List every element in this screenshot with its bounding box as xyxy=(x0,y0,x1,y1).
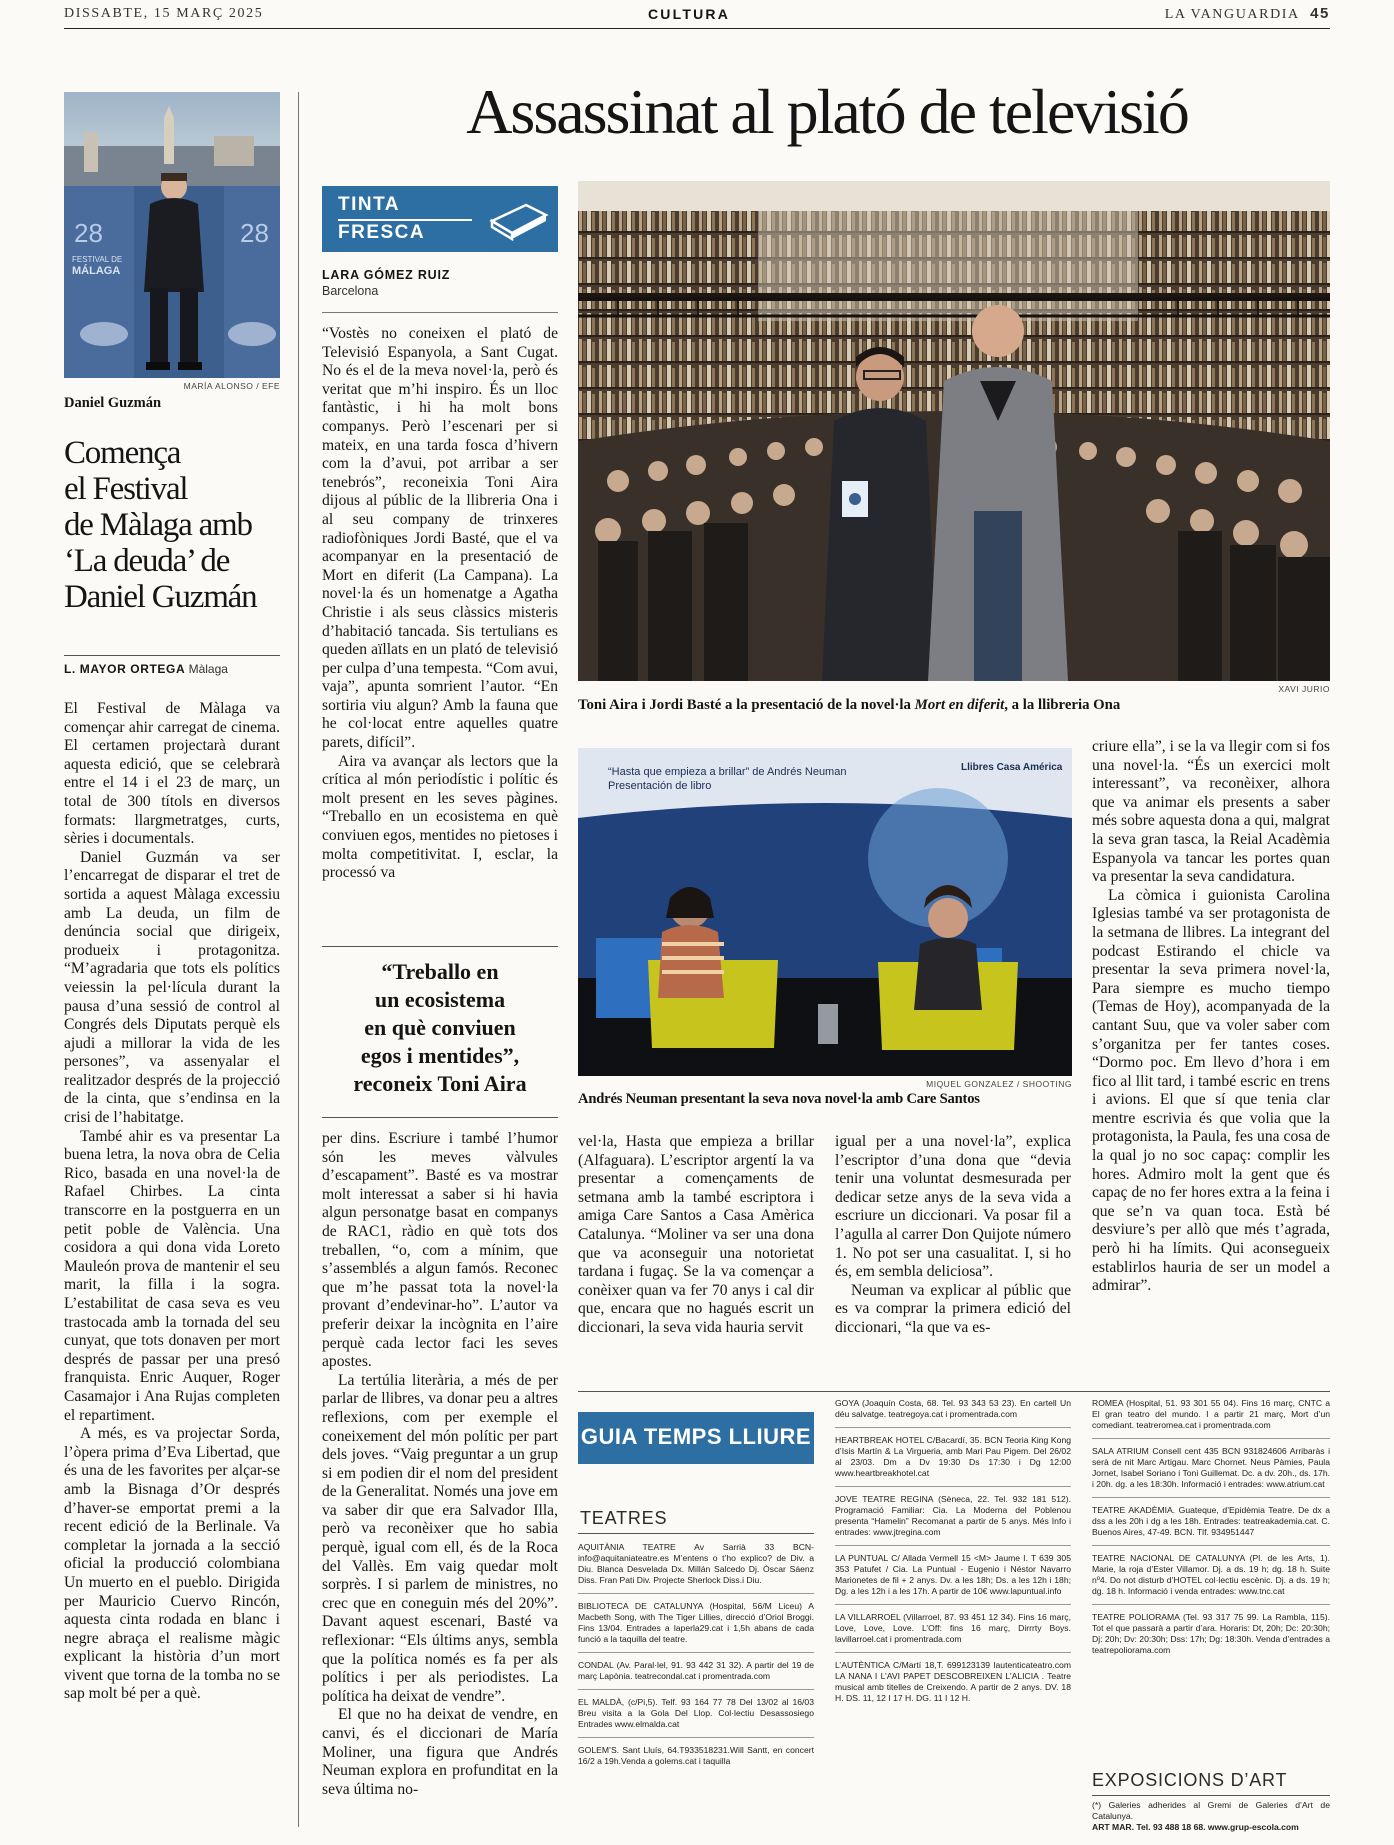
sidebar-paragraph: Daniel Guzmán va ser l’encarregat de disparar el tret de sortida a aquest Màlaga excessiu amb La deuda, un film de denúncia social que dirigeix, produeix i protagonitza. “M’agradaria que tots els polítics veiessin la pel·lícula durant la pausa d’una sessió de control al Congrés dels Diputats perquè els ajudi a millorar la vida de les persones”, va assenyalar el realitzador després de la projecció de la cinta, que s’endinsa en la crisi de l’habitatge. xyxy=(64,848,280,1127)
theatre-listing: TEATRE NACIONAL DE CATALUNYA (Pl. de les Arts, 1). Marie, la roja d’Ester Villamor. Dj. a ds. 19 h; dg. 18 h. Suite nº4. Do not disturb d’HOTEL col·lectiu escènic. Dj. a ds. 19 h; dg. 18 h. Informació i venda entrades: www.tnc.cat xyxy=(1092,1553,1330,1596)
publication-name xyxy=(1165,5,1330,23)
theatre-listing: GOYA (Joaquín Costa, 68. Tel. 93 343 53 23). En cartell Un déu salvatge. teatregoya.cat i promentrada.com xyxy=(835,1398,1071,1419)
theatre-listing: HEARTBREAK HOTEL C/Bacardí, 35. BCN Teoria King Kong d’Isis Martín & La Virgueria, amb Mari Pau Pigem. Del 26/02 al 23/03. Dm a Dv 19:30 Ds 17:30 i Dg 12:00 www.heartbreakhotel.cat xyxy=(835,1435,1071,1478)
svg-text:28: 28 xyxy=(240,218,269,248)
theatre-listing: SALA ATRIUM Consell cent 435 BCN 931824606 Arribaràs i serà de nit Marc Artigau. Marc Chornet. Neus Pàmies, Paula Jornet, Isabel Soriano i Toni Guillemat. Dc. a dv. 20h., ds. 17h. i 20h. dg. a les 18:30h. Informació i entrades: www.atrium.cat xyxy=(1092,1446,1330,1489)
photo1-caption xyxy=(578,697,1330,714)
screen-logo: Llibres Casa América xyxy=(961,762,1063,773)
main-paragraph: El que no ha deixat de vendre, en canvi, és el diccionari de María Moliner, una figura que Andrés Neuman explora en profunditat en la seva última no- xyxy=(322,1706,558,1798)
tag-line-1: TINTA xyxy=(338,194,401,215)
theatre-listing: TEATRE AKADÈMIA. Guateque, d’Epidèmia Teatre. De dx a dss a les 20h i dg a les 18h. Entrades: teatreakademia.cat. C. Buenos Aires, 47-49. BCN. Tlf. 934951447 xyxy=(1092,1505,1330,1537)
main-col2 xyxy=(578,1133,814,1385)
guide-section-teatres: TEATRES xyxy=(580,1508,668,1528)
sidebar-byline xyxy=(64,662,228,676)
sidebar-paragraph: El Festival de Màlaga va començar ahir carregat de cinema. El certamen projectarà durant aquesta edició, que se celebrarà entre el 14 i el 23 de març, un total de 300 títols en diversos formats: llargmetratges, curts, sèries i documentals. xyxy=(64,700,280,848)
guide-col-a xyxy=(578,1542,814,1842)
listing-separator xyxy=(835,1545,1071,1546)
pull-quote-line: un ecosistema xyxy=(374,987,506,1012)
main-paragraph: La tertúlia literària, a més de per parlar de llibres, va donar peu a altres reflexions, com per exemple el coneixement del món polític per part dels joves. “Vaig preguntar a un grup si em podien dir el nom del president de la Generalitat. Només una jove em va saber dir que era Salvador Illa, però va reconèixer que ho sabia perquè, igual com ell, és de la Roca del Vallès. Em vaig quedar molt sorprès. I si parlem de ministres, no crec que en coneguin més del 20%”. Davant aquest escenari, Basté va reflexionar: “Els últims anys, sembla que la política només es fa per als polítics i per als periodistes. La política ha deixat de vendre”. xyxy=(322,1371,558,1705)
theatre-listing: BIBLIOTECA DE CATALUNYA (Hospital, 56/M Liceu) A Macbeth Song, with The Tiger Lillies, direcció d’Oriol Broggi. Fins 13/04. Entrades a laperla29.cat i 1,5h abans de cada funció a la taquilla del teatre. xyxy=(578,1601,814,1644)
exposicions-rule xyxy=(1092,1795,1330,1796)
guide-col-c xyxy=(1092,1398,1330,1716)
header-rule xyxy=(64,28,1330,29)
sidebar-body xyxy=(64,700,280,1820)
main-paragraph: Aira va avançar als lectors que la crítica al món periodístic i polític és molt present en les seves pàgines. “Treballo en un ecosistema en què conviuen egos, mentides no pietoses i molta competitivitat. I, esclar, la processó va xyxy=(322,752,558,882)
bookstore-scene-illustration xyxy=(578,181,1330,681)
photo1-caption-part: Toni Aira i Jordi Basté a la presentació de la novel·la xyxy=(578,697,915,713)
main-col1-top xyxy=(322,325,558,933)
main-col4 xyxy=(1092,738,1330,1362)
exposicions-listing: ART MAR. Tel. 93 488 18 68. www.grup-escola.com xyxy=(1092,1822,1299,1832)
sidebar-byline-name: L. MAYOR ORTEGA xyxy=(64,662,186,676)
theatre-listing: AQUITÀNIA TEATRE Av Sarrià 33 BCN-info@aquitaniateatre.es M’entens o t’ho explico? de Div. a Diu. Blanca Desvelada Dx. Millán Salcedo Dj. Òscar Sáenz Diss. Fran Pati Div. Projecte Sherlock Diss.i Diu. xyxy=(578,1542,814,1585)
photo2-credit: MIQUEL GONZALEZ / SHOOTING xyxy=(926,1079,1072,1089)
sidebar-headline-line: el Festival xyxy=(64,471,188,507)
svg-text:MÁLAGA: MÁLAGA xyxy=(72,265,121,277)
sidebar-headline xyxy=(64,435,294,615)
listing-separator xyxy=(578,1652,814,1653)
main-paragraph: Neuman va explicar al públic que es va comprar la primera edició del diccionari, “la que va es- xyxy=(835,1281,1071,1336)
listing-separator xyxy=(1092,1438,1330,1439)
presentation-scene-illustration xyxy=(578,748,1072,1076)
theatre-listing: GOLEM’S. Sant Lluís, 64.T933518231.Will Santt, en concert 16/2 a 19h.Venda a golems.cat i taquilla xyxy=(578,1745,814,1766)
section-name: CULTURA xyxy=(648,6,731,22)
main-col1-bottom xyxy=(322,1130,558,1820)
listing-separator xyxy=(835,1604,1071,1605)
pullquote-top-rule xyxy=(322,946,558,947)
teatres-rule xyxy=(578,1533,814,1534)
main-headline: Assassinat al plató de televisió xyxy=(466,76,1188,147)
sidebar-paragraph: També ahir es va presentar La buena letra, la nova obra de Celia Rico, basada en una novel·la de Rafael Chirbes. La cinta transcorre en la postguerra en un petit poble de València. Una cosidora a qui dona vida Loreto Mauleón prova de mantenir el seu marit, la filla i la sogra. L’estabilitat de casa seva es veu trastocada amb la tornada del seu cunyat, que tots donaven per mort després de passar per una presó franquista. Enric Auquer, Roger Casamajor i Ana Rujas completen el repartiment. xyxy=(64,1127,280,1424)
theatre-listing: LA VILLARROEL (Villarroel, 87. 93 451 12 34). Fins 16 març, Love, Love, Love. L’Off: fins 16 març, Dirrrty Boys. lavillarroel.cat i promentrada.com xyxy=(835,1612,1071,1644)
section-tag-tinta-fresca xyxy=(322,186,558,252)
svg-text:FESTIVAL DE: FESTIVAL DE xyxy=(72,255,123,264)
sidebar-photo xyxy=(64,92,280,378)
sidebar-photo-credit: MARÍA ALONSO / EFE xyxy=(183,381,280,391)
svg-text:28: 28 xyxy=(74,218,103,248)
listing-separator xyxy=(578,1689,814,1690)
guide-section-exposicions: EXPOSICIONS D’ART xyxy=(1092,1770,1288,1790)
photo2-caption: Andrés Neuman presentant la seva nova novel·la amb Care Santos xyxy=(578,1091,980,1107)
screen-text-2: Presentación de libro xyxy=(608,780,712,792)
guide-top-rule xyxy=(578,1391,1330,1392)
main-paragraph: “Vostès no coneixen el plató de Televisió Espanyola, a Sant Cugat. No és el de la meva novel·la, però és veritat que m’hi inspiro. És un lloc fantàstic, i hi ha molt bons companys. Però l’escenari per si mateix, en una tarda fosca d’hivern com la d’avui, pot arribar a ser tenebrós”, reconeixia Toni Aira dijous al públic de la llibreria Ona i al seu company de trinxeres radiofòniques Jordi Basté, que el va acompanyar en la presentació de Mort en diferit (La Campana). La novel·la és un homenatge a Agatha Christie i als seus clàssics misteris d’habitació tancada. Sis tertulians es queden aïllats en un plató de televisió per culpa d’una tempesta. “Com avui, vaja”, apunta somrient l’autor. “En sortiria viu algun? Amb la fauna que he col·locat entre aquelles quatre parets, difícil”. xyxy=(322,325,558,752)
sidebar-headline-line: Comença xyxy=(64,435,181,471)
exposicions-note: (*) Galeries adherides al Gremi de Galeries d’Art de Catalunya. xyxy=(1092,1800,1330,1821)
pull-quote-line: egos i mentides”, xyxy=(360,1043,520,1068)
pull-quote-line: reconeix Toni Aira xyxy=(353,1071,527,1096)
publication-title: LA VANGUARDIA xyxy=(1164,7,1299,22)
listing-separator xyxy=(1092,1545,1330,1546)
listing-separator xyxy=(1092,1604,1330,1605)
column-divider xyxy=(298,92,299,1827)
sidebar-headline-line: de Màlaga amb xyxy=(64,507,252,543)
main-paragraph: criure ella”, i se la va llegir com si fos una novel·la. “És un exercici molt interessant”, va reconèixer, alhora que va animar els presents a saber més sobre aquesta dona a qui, malgrat la seva gran tasca, la Reial Acadèmia Espanyola va tancar les portes quan va presentar la seva candidatura. xyxy=(1092,738,1330,886)
sidebar-headline-line: ‘La deuda’ de xyxy=(64,543,230,579)
pull-quote-line: en què conviuen xyxy=(364,1015,516,1040)
listing-separator xyxy=(835,1486,1071,1487)
screen-text-1: “Hasta que empieza a brillar” de Andrés Neuman xyxy=(608,766,847,778)
guide-col-b xyxy=(835,1398,1071,1838)
listing-separator xyxy=(578,1593,814,1594)
theatre-listing: TEATRE POLIORAMA (Tel. 93 317 75 99. La Rambla, 115). Tot el que passarà a partir d’ara. Horaris: Dt, 20h; Dc: 20:30h; Dj: 20h; Dv: 20:30h; Dss: 17h; Dg: 18:30h. Venda d’entrades a teatrepoliorama.com xyxy=(1092,1612,1330,1655)
sidebar-headline-line: Daniel Guzmán xyxy=(64,579,257,615)
photo1-caption-book-title: Mort en diferit xyxy=(914,697,1005,713)
sidebar-byline-place: Màlaga xyxy=(188,662,228,676)
bookstore-photo xyxy=(578,181,1330,681)
sidebar-photo-caption: Daniel Guzmán xyxy=(64,395,162,411)
photo1-credit: XAVI JURIO xyxy=(1278,684,1330,694)
theatre-listing: JOVE TEATRE REGINA (Sèneca, 22. Tel. 932 181 512). Programació Familiar: Cia. La Moderna del Poblenou presenta “Hamelin” Recomanat a partir de 5 anys. Més Info i entrades: www.jtregina.com xyxy=(835,1494,1071,1537)
byline-rule xyxy=(322,312,558,313)
pull-quote-line: “Treballo en xyxy=(381,959,499,984)
sidebar-paragraph: A més, es va projectar Sorda, l’òpera prima d’Eva Libertad, que és una de les favorites per alçar-se amb la Bisnaga d’Or després d’haver-se emportat premi a la recent edició de la Berlinale. Va completar la jornada a la secció oficial la producció colombiana Un muerto en el pueblo. Dirigida per Mauricio Cuervo Rincón, aquesta cinta rodada en blanc i negre abraça el realisme màgic explicant la història d’un mort vivent que torna de la tomba no se sap molt bé per a què. xyxy=(64,1425,280,1703)
main-col3 xyxy=(835,1133,1071,1385)
theatre-listing: ROMEA (Hospital, 51. 93 301 55 04). Fins 16 març, CNTC a El gran teatro del mundo. I a partir 21 març, Mort d’un comediant. teatreromea.cat i promentrada.com xyxy=(1092,1398,1330,1430)
photo1-caption-part: , a la llibreria Ona xyxy=(1004,697,1121,713)
guide-title: GUIA TEMPS LLIURE xyxy=(580,1424,812,1449)
listing-separator xyxy=(1092,1497,1330,1498)
listing-separator xyxy=(835,1652,1071,1653)
listing-separator xyxy=(835,1427,1071,1428)
main-byline-place: Barcelona xyxy=(322,284,379,298)
main-paragraph: vel·la, Hasta que empieza a brillar (Alfaguara). L’escriptor argentí la va presentar a començaments de setmana amb la també escriptora i amiga Care Santos a Casa Amèrica Catalunya. “Moliner va ser una dona que va aconseguir una notorietat tardana i fugaç. Se la va començar a conèixer quan va fer 70 anys i cal dir que, encara que no hagués escrit un diccionari, la seva vida hauria servit xyxy=(578,1133,814,1336)
sidebar-byline-rule xyxy=(64,655,280,656)
main-paragraph: igual per a una novel·la”, explica l’escriptor d’una dona que “devia tenir una voluntat desmesurada per dedicar setze anys de la seva vida a escriure un diccionari. Va posar fil a l’agulla al carrer Don Quijote número 1. No pot ser una casualitat. I, si ho és, em sembla deliciosa”. xyxy=(835,1133,1071,1281)
main-paragraph: La còmica i guionista Carolina Iglesias també va ser protagonista de la setmana de llibres. La integrant del podcast Estirando el chicle va presentar la seva primera novel·la, Para siempre es mucho tiempo (Temas de Hoy), acompanyada de la cantant Suu, que va voler saber com s’organitza per fer tantes coses. “Dormo poc. Em llevo d’hora i em fico al llit tard, i també escric en trens i avions. El que sí que tenia clar mentre escrivia és que volia que la protagonista, la Paula, fes una cosa de la qual jo no soc capaç: complir les hores. Admiro molt la gent que és capaç de no fer hores extra a la feina i que se’n va quan toca. Està bé desviure’s per allò que més t’agrada, però hi ha límits. Qui aconsegueix establirlos hauria de ser un model a admirar”. xyxy=(1092,886,1330,1295)
main-paragraph: per dins. Escriure i també l’humor són les meves vàlvules d’escapament”. Basté es va mostrar molt interessat a saber si hi havia algun personatge basat en companys de RAC1, ràdio en què tots dos treballen, “o, com a mínim, que s’assemblés a algun famós. Reconec que m’he passat tota la novel·la provant d’endevinar-ho”. L’autor va preferir deixar la incògnita en l’aire perquè cada lector faci les seves apostes. xyxy=(322,1130,558,1371)
theatre-listing: EL MALDÀ, (c/Pi,5). Telf. 93 164 77 78 Del 13/02 al 16/03 Breu visita a la Gola Del Llop. Col·lectiu Desassosiego Entrades www.elmalda.cat xyxy=(578,1697,814,1729)
tag-line-2: FRESCA xyxy=(338,222,426,243)
main-byline-name: LARA GÓMEZ RUIZ xyxy=(322,268,451,282)
book-icon xyxy=(486,197,550,241)
festival-backdrop-illustration xyxy=(64,92,280,378)
presentation-photo xyxy=(578,748,1072,1076)
tag-rule xyxy=(338,219,472,221)
listing-separator xyxy=(578,1737,814,1738)
guide-title-box xyxy=(578,1412,814,1464)
pullquote-bottom-rule xyxy=(322,1117,558,1118)
header-date: DISSABTE, 15 MARÇ 2025 xyxy=(64,6,264,21)
page-number: 45 xyxy=(1310,5,1330,22)
theatre-listing: L’AUTÈNTICA C/Martí 18,T. 699123139 lautenticateatro.com LA NANA I L’AVI PAPET DESCOBREIXEN L’ALICIA . Teatre musical amb titelles de Creixendo. A partir de 2 anys. DV. 18 H. DS. 11, 12 I 17 H. DG. 11 I 12 H. xyxy=(835,1660,1071,1703)
pull-quote xyxy=(322,958,558,1098)
theatre-listing: CONDAL (Av. Paral·lel, 91. 93 442 31 32). A partir del 19 de març Lapònia. teatrecondal.cat i promentrada.com xyxy=(578,1660,814,1681)
theatre-listing: LA PUNTUAL C/ Allada Vermell 15 <M> Jaume I. T 639 305 353 Patufet / Cia. La Puntual - Eugenio i Néstor Navarro Marionetes de fil + 2 anys. Dv. a les 18h; Ds. a les 12h i 18h; Dg. a les 12h i a les 17h. A partir de 10€ www.lapuntual.info xyxy=(835,1553,1071,1596)
